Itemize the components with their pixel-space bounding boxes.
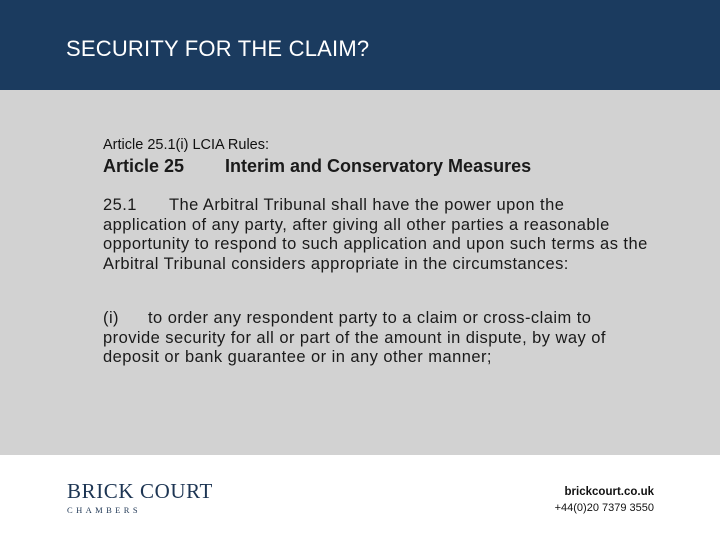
website-link[interactable]: brickcourt.co.uk — [564, 486, 654, 498]
content-panel — [0, 90, 720, 455]
article-heading — [103, 156, 531, 177]
article-title: Interim and Conservatory Measures — [225, 156, 532, 176]
brick-court-logo — [67, 480, 213, 515]
slide-title: SECURITY FOR THE CLAIM? — [66, 36, 370, 61]
paragraph-number: (i) — [103, 309, 120, 327]
article-number: Article 25 — [103, 156, 185, 176]
paragraph-text: to order any respondent party to a claim or cross-claim to provide security for all or part of the amount in dispute, by way of deposit or bank guarantee or in any other manner; — [103, 309, 606, 366]
footer — [0, 455, 720, 540]
logo-wordmark: BRICK COURT — [67, 479, 213, 503]
logo-subtitle: CHAMBERS — [67, 505, 141, 515]
paragraph-text: The Arbitral Tribunal shall have the power upon the application of any party, after giving all other parties a reasonable opportunity to respond to such application and upon such terms as the Arbitral Tribunal considers appropriate in the circumstances: — [103, 196, 648, 273]
contact-info — [555, 484, 654, 516]
source-label: Article 25.1(i) LCIA Rules: — [103, 137, 270, 153]
phone-number: +44(0)20 7379 3550 — [554, 502, 654, 514]
paragraph-i — [103, 309, 648, 368]
paragraph-25-1 — [103, 196, 648, 274]
title-bar — [0, 0, 720, 90]
paragraph-number: 25.1 — [103, 196, 137, 214]
